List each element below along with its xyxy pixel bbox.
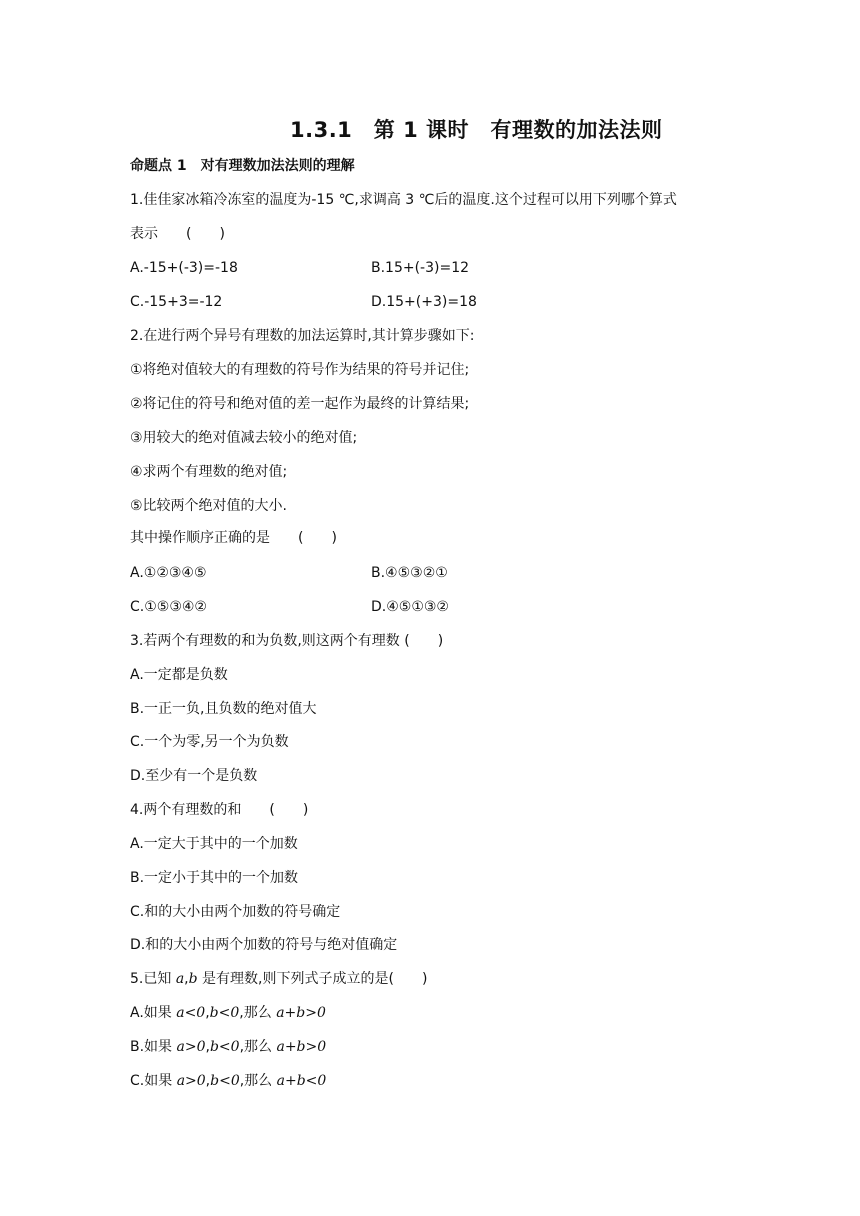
q1-stem-line1: 1.佳佳家冰箱冷冻室的温度为-15 ℃,求调高 3 ℃后的温度.这个过程可以用下列哪个算式 <box>130 192 677 208</box>
lesson-title: 1.3.1 第 1 课时 有理数的加法法则 <box>290 118 663 142</box>
q4-stem: 4.两个有理数的和 ( ) <box>130 802 309 818</box>
q5-b-cond1: a>0 <box>176 1039 206 1055</box>
q5-option-c <box>130 1071 326 1091</box>
q2-step-4: ④求两个有理数的绝对值; <box>130 464 288 480</box>
q2-option-b: B.④⑤③②① <box>371 565 448 581</box>
q4-option-b: B.一定小于其中的一个加数 <box>130 870 299 886</box>
q2-step-2: ②将记住的符号和绝对值的差一起作为最终的计算结果; <box>130 396 470 412</box>
q5-b-cond2: b<0 <box>209 1039 240 1055</box>
q5-a-sep: , <box>205 1005 210 1021</box>
q2-ask: 其中操作顺序正确的是 ( ) <box>130 530 337 546</box>
q2-stem: 2.在进行两个异号有理数的加法运算时,其计算步骤如下: <box>130 328 475 344</box>
q5-option-a <box>130 1003 326 1023</box>
q5-b-result: a+b>0 <box>276 1039 327 1055</box>
q1-option-b: B.15+(-3)=12 <box>371 260 470 276</box>
q1-option-d: D.15+(+3)=18 <box>371 294 477 310</box>
q5-c-result: a+b<0 <box>276 1073 327 1089</box>
q5-c-cond2: b<0 <box>210 1073 240 1089</box>
q5-b-sep: , <box>205 1039 210 1055</box>
q5-comma: , <box>184 971 189 987</box>
q2-option-d: D.④⑤①③② <box>371 599 449 615</box>
q5-var-b: b <box>188 971 198 987</box>
q5-var-a: a <box>175 971 185 987</box>
q4-option-a: A.一定大于其中的一个加数 <box>130 836 298 852</box>
q3-option-b: B.一正一负,且负数的绝对值大 <box>130 701 317 717</box>
q5-c-sep: , <box>205 1073 211 1089</box>
q1-option-a: A.-15+(-3)=-18 <box>130 260 238 276</box>
q5-c-then: ,那么 <box>239 1073 277 1089</box>
q3-option-c: C.一个为零,另一个为负数 <box>130 734 289 750</box>
q3-option-d: D.至少有一个是负数 <box>130 768 258 784</box>
q2-option-c: C.①⑤③④② <box>130 599 207 615</box>
q5-b-then: ,那么 <box>239 1039 277 1055</box>
section-heading: 命题点 1 对有理数加法法则的理解 <box>130 158 355 174</box>
q3-stem: 3.若两个有理数的和为负数,则这两个有理数 ( ) <box>130 633 444 649</box>
q1-option-c: C.-15+3=-12 <box>130 294 223 310</box>
q5-c-cond1: a>0 <box>176 1073 206 1089</box>
q2-step-5: ⑤比较两个绝对值的大小. <box>130 498 288 514</box>
q5-c-label: C.如果 <box>130 1073 177 1089</box>
q5-a-cond2: b<0 <box>209 1005 240 1021</box>
q2-step-1: ①将绝对值较大的有理数的符号作为结果的符号并记住; <box>130 362 470 378</box>
q5-a-result: a+b>0 <box>276 1005 326 1021</box>
q5-b-label: B.如果 <box>130 1039 177 1055</box>
q1-stem-line2: 表示 ( ) <box>130 226 225 242</box>
q4-option-d: D.和的大小由两个加数的符号与绝对值确定 <box>130 937 398 953</box>
q4-option-c: C.和的大小由两个加数的符号确定 <box>130 904 341 920</box>
q5-stem-prefix: 5.已知 <box>130 971 176 987</box>
q5-stem <box>130 969 427 989</box>
q5-stem-rest: 是有理数,则下列式子成立的是( ) <box>197 971 428 987</box>
q5-a-then: ,那么 <box>239 1005 277 1021</box>
q3-option-a: A.一定都是负数 <box>130 667 228 683</box>
q2-step-3: ③用较大的绝对值减去较小的绝对值; <box>130 430 358 446</box>
q5-a-label: A.如果 <box>130 1005 177 1021</box>
q5-a-cond1: a<0 <box>176 1005 206 1021</box>
q5-option-b <box>130 1037 326 1057</box>
q2-option-a: A.①②③④⑤ <box>130 565 207 581</box>
